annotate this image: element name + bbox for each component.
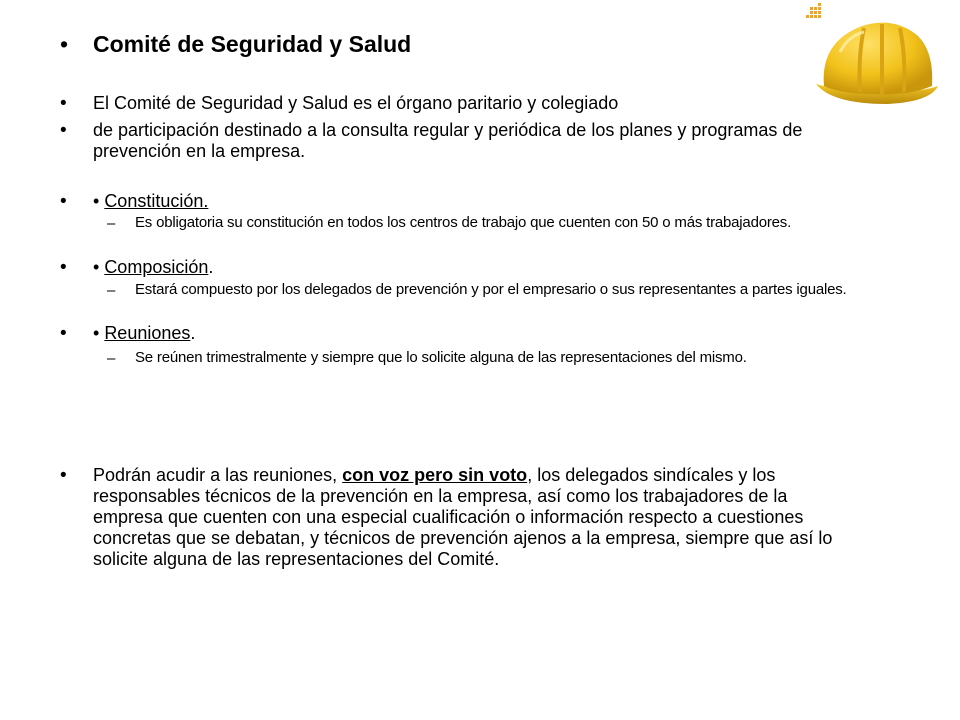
composicion-detail: Estará compuesto por los delegados de prevención y por el empresario o sus representantes a partes iguales. <box>135 281 847 298</box>
bullet-symbol: • <box>60 191 67 212</box>
bullet-symbol: • <box>60 257 67 278</box>
constitucion-heading <box>93 191 840 212</box>
constitucion-bullet <box>60 191 840 213</box>
reuniones-heading <box>93 323 840 344</box>
bullet-symbol: • <box>60 465 67 486</box>
reuniones-suffix: . <box>190 323 196 343</box>
page-title: Comité de Seguridad y Salud <box>93 31 412 57</box>
composicion-suffix: . <box>208 257 214 277</box>
reuniones-prefix: • <box>93 323 105 343</box>
constitucion-label: Constitución. <box>104 191 209 211</box>
bullet-symbol: • <box>60 120 67 141</box>
composicion-prefix: • <box>93 257 105 277</box>
constitucion-detail-row <box>107 215 887 232</box>
final-text-after: , los delegados sindícales y los responsables técnicos de la prevención en la empresa, así como los trabajadores de la empresa que cuenten con una especial cualificación o información respecto a cuestiones concretas que se debatan, y técnicos de prevención ajenos a la empresa, siempre que así lo solicite alguna de las representaciones del Comité. <box>93 465 833 569</box>
final-paragraph <box>93 465 840 570</box>
reuniones-detail: Se reúnen trimestralmente y siempre que lo solicite alguna de las representaciones del mismo. <box>135 349 747 366</box>
intro-text-1: El Comité de Seguridad y Salud es el órgano paritario y colegiado <box>93 93 619 113</box>
title-bullet <box>60 31 840 57</box>
reuniones-bullet <box>60 323 840 345</box>
composicion-heading <box>93 257 840 278</box>
final-text-before: Podrán acudir a las reuniones, <box>93 465 343 485</box>
intro-bullet-1 <box>60 93 840 115</box>
dash-symbol: – <box>107 350 116 367</box>
final-bullet <box>60 465 840 570</box>
composicion-detail-row <box>107 282 887 299</box>
constitucion-detail: Es obligatoria su constitución en todos los centros de trabajo que cuenten con 50 o más trabajadores. <box>135 214 792 231</box>
reuniones-detail-row <box>107 350 887 367</box>
bullet-symbol: • <box>60 93 67 114</box>
bullet-symbol: • <box>60 31 69 57</box>
dash-symbol: – <box>107 282 116 299</box>
reuniones-label: Reuniones <box>104 323 191 343</box>
final-emphasis: con voz pero sin voto <box>342 465 528 485</box>
bullet-symbol: • <box>60 323 67 344</box>
composicion-bullet <box>60 257 840 279</box>
intro-text-2: de participación destinado a la consulta regular y periódica de los planes y programas de prevención en la empresa. <box>93 120 803 161</box>
constitucion-prefix: • <box>93 191 105 211</box>
intro-bullet-2 <box>60 120 840 162</box>
dash-symbol: – <box>107 215 116 232</box>
composicion-label: Composición <box>104 257 209 277</box>
